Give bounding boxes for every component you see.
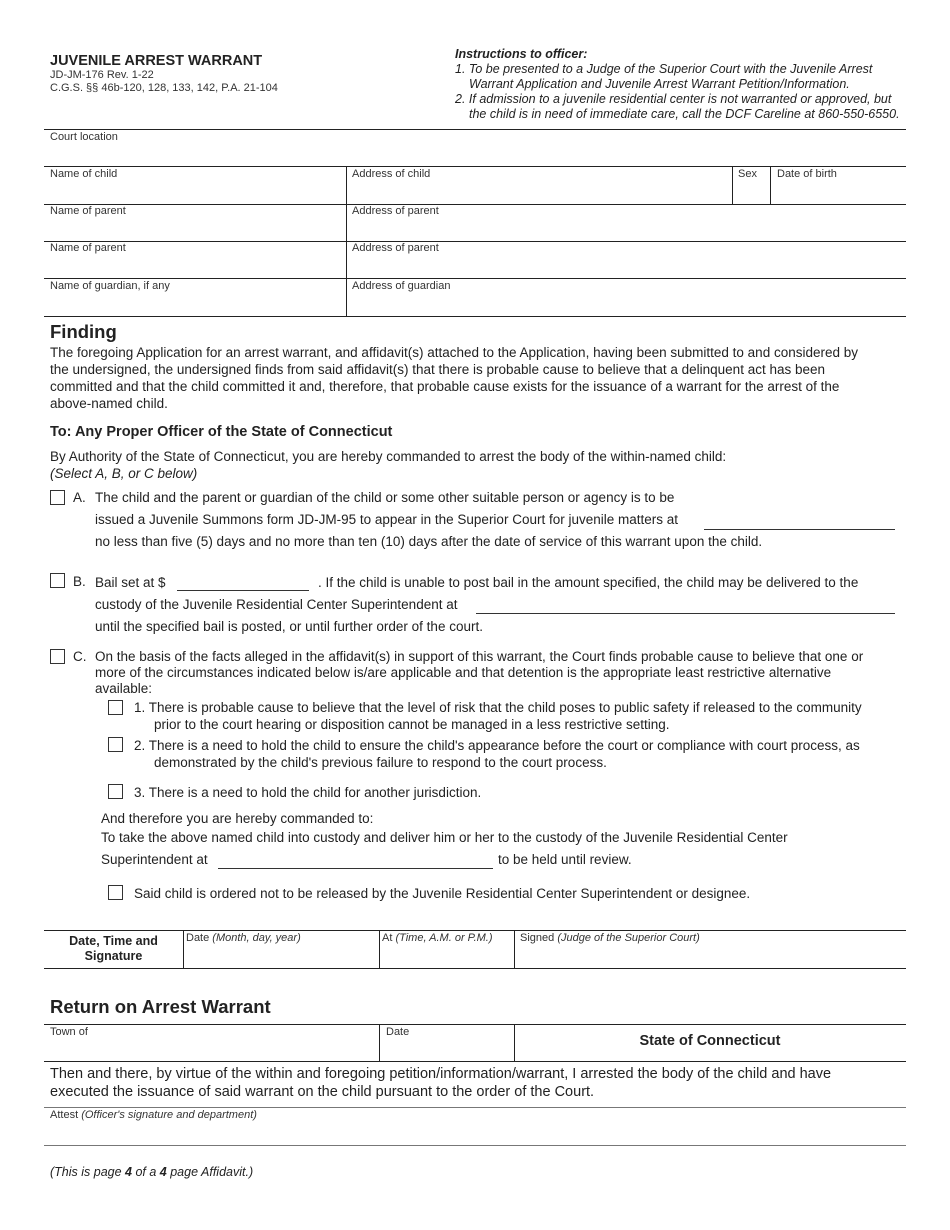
therefore-line: And therefore you are hereby commanded to: — [101, 811, 374, 826]
circumstance-2-line1: 2. There is a need to hold the child to ensure the child's appearance before the court or compliance with court process, as — [134, 738, 860, 753]
circumstance-3: 3. There is a need to hold the child for another jurisdiction. — [134, 785, 482, 800]
circumstance-1-line2: prior to the court hearing or disposition cannot be managed in a less restrictive setting. — [154, 717, 670, 732]
rule-attest-bottom — [44, 1145, 906, 1146]
address-of-child-label: Address of child — [352, 168, 431, 180]
command-line1: By Authority of the State of Connecticut, you are hereby commanded to arrest the body of the within-named child: — [50, 449, 727, 464]
signature-row-label-line1: Date, Time and — [69, 934, 158, 948]
bail-prefix: Bail set at $ — [95, 575, 166, 590]
return-date-field[interactable] — [380, 1037, 514, 1061]
command-heading: To: Any Proper Officer of the State of Connecticut — [50, 424, 393, 440]
option-a-letter: A. — [73, 490, 86, 505]
option-c-checkbox[interactable] — [50, 649, 65, 664]
signed-hint: (Judge of the Superior Court) — [557, 932, 700, 944]
rule-parent2 — [44, 241, 906, 242]
signature-date-label — [186, 932, 301, 944]
sex-field[interactable] — [732, 180, 770, 204]
option-b-line3: until the specified bail is posted, or until further order of the court. — [95, 619, 483, 634]
form-title: JUVENILE ARREST WARRANT — [50, 53, 263, 69]
circumstance-1-checkbox[interactable] — [108, 700, 123, 715]
name-of-parent-1-label: Name of parent — [50, 205, 126, 217]
option-c-line2: more of the circumstances indicated below is/are applicable and that detention is the appropriate least restrictive alternative — [95, 665, 832, 680]
signed-label-text: Signed — [520, 932, 558, 944]
rule-signature-bottom — [44, 968, 906, 969]
rule-signature-top — [44, 930, 906, 931]
instruction-1-line2: Warrant Application and Juvenile Arrest Warrant Petition/Information. — [469, 77, 850, 91]
state-of-connecticut: State of Connecticut — [639, 1033, 781, 1049]
court-location-label: Court location — [50, 131, 118, 143]
address-of-parent-1-label: Address of parent — [352, 205, 439, 217]
signature-time-field[interactable] — [380, 944, 514, 968]
name-of-child-label: Name of child — [50, 168, 118, 180]
finding-line2: the undersigned, the undersigned finds from said affidavit(s) that there is probable cause to believe that a delinquent act has been — [50, 362, 826, 377]
option-c-line1: On the basis of the facts alleged in the affidavit(s) in support of this warrant, the Court finds probable cause to believe that one or — [95, 649, 864, 664]
name-of-child-field[interactable] — [44, 180, 346, 204]
not-released-line: Said child is ordered not to be released by the Juvenile Residential Center Superintendent or designee. — [134, 886, 751, 901]
finding-line1: The foregoing Application for an arrest warrant, and affidavit(s) attached to the Application, having been submitted to and considered by — [50, 345, 859, 360]
option-b-line2: custody of the Juvenile Residential Center Superintendent at — [95, 597, 458, 612]
page-footer — [50, 1165, 253, 1179]
bail-superintendent-location-field[interactable] — [476, 613, 895, 614]
rule-parent1 — [44, 204, 906, 205]
footer-total: 4 — [159, 1165, 167, 1179]
not-released-checkbox[interactable] — [108, 885, 123, 900]
signed-label — [520, 932, 700, 944]
court-location-field[interactable] — [44, 141, 906, 166]
option-c-letter: C. — [73, 649, 87, 664]
signature-time-hint: (Time, A.M. or P.M.) — [395, 932, 493, 944]
instructions-heading: Instructions to officer: — [455, 47, 588, 61]
finding-line3: committed and that the child committed it and, therefore, that probable cause exists for the issuance of a warrant for the arrest of the — [50, 379, 840, 394]
footer-prefix: (This is page — [50, 1165, 126, 1179]
signature-date-hint: (Month, day, year) — [212, 932, 301, 944]
superintendent-prefix: Superintendent at — [101, 852, 208, 867]
option-a-checkbox[interactable] — [50, 490, 65, 505]
option-a-line1: The child and the parent or guardian of the child or some other suitable person or agency is to be — [95, 490, 675, 505]
summons-court-location-field[interactable] — [704, 529, 895, 530]
name-of-guardian-label: Name of guardian, if any — [50, 280, 170, 292]
select-note: (Select A, B, or C below) — [50, 466, 198, 481]
signature-row-label-line2: Signature — [84, 949, 143, 963]
finding-heading: Finding — [50, 321, 117, 342]
attest-label-text: Attest — [50, 1109, 82, 1121]
form-number: JD-JM-176 Rev. 1-22 — [50, 69, 154, 81]
return-date-label: Date — [386, 1026, 410, 1038]
detention-superintendent-location-field[interactable] — [218, 868, 493, 869]
attest-hint: (Officer's signature and department) — [81, 1109, 257, 1121]
footer-middle: of a — [131, 1165, 160, 1179]
name-of-parent-1-field[interactable] — [44, 217, 346, 241]
date-of-birth-label: Date of birth — [777, 168, 837, 180]
footer-suffix: page Affidavit.) — [166, 1165, 254, 1179]
town-of-label: Town of — [50, 1026, 88, 1038]
signature-row-label — [44, 934, 183, 964]
instruction-1-line1: 1. To be presented to a Judge of the Superior Court with the Juvenile Arrest — [455, 62, 873, 76]
option-b-line1-suffix: . If the child is unable to post bail in the amount specified, the child may be delivered to the — [318, 575, 859, 590]
finding-line4: above-named child. — [50, 396, 168, 411]
address-of-child-field[interactable] — [346, 180, 732, 204]
circumstance-2-line2: demonstrated by the child's previous failure to respond to the court process. — [154, 755, 607, 770]
footer-page: 4 — [125, 1165, 132, 1179]
rule-attest-top — [44, 1107, 906, 1108]
signature-time-label — [382, 932, 493, 944]
rule-top — [44, 129, 906, 130]
address-of-parent-1-field[interactable] — [346, 217, 906, 241]
name-of-guardian-field[interactable] — [44, 292, 346, 316]
rule-grid-bottom — [44, 316, 906, 317]
instruction-2-line1: 2. If admission to a juvenile residential center is not warranted or approved, but — [455, 92, 892, 106]
statutes: C.G.S. §§ 46b-120, 128, 133, 142, P.A. 21-104 — [50, 82, 278, 94]
circumstance-2-checkbox[interactable] — [108, 737, 123, 752]
sex-label: Sex — [738, 168, 757, 180]
date-of-birth-field[interactable] — [770, 180, 906, 204]
return-heading: Return on Arrest Warrant — [50, 996, 271, 1017]
signature-date-label-text: Date — [186, 932, 213, 944]
name-of-parent-2-label: Name of parent — [50, 242, 126, 254]
circumstance-1-line1: 1. There is probable cause to believe that the level of risk that the child poses to public safety if released to the community — [134, 700, 862, 715]
address-of-parent-2-label: Address of parent — [352, 242, 439, 254]
bail-amount-field[interactable] — [177, 590, 309, 591]
return-line1: Then and there, by virtue of the within and foregoing petition/information/warrant, I arrested the body of the child and have — [50, 1066, 832, 1082]
option-a-line2: issued a Juvenile Summons form JD-JM-95 to appear in the Superior Court for juvenile matters at — [95, 512, 679, 527]
name-of-parent-2-field[interactable] — [44, 254, 346, 278]
circumstance-3-checkbox[interactable] — [108, 784, 123, 799]
held-suffix: to be held until review. — [498, 852, 632, 867]
town-of-field[interactable] — [44, 1037, 379, 1061]
signature-time-label-text: At — [382, 932, 396, 944]
return-line2: executed the issuance of said warrant on the child pursuant to the order of the Court. — [50, 1084, 595, 1100]
instruction-2-line2: the child is in need of immediate care, call the DCF Careline at 860-550-6550. — [469, 107, 900, 121]
address-of-parent-2-field[interactable] — [346, 254, 906, 278]
take-custody-line: To take the above named child into custody and deliver him or her to the custody of the Juvenile Residential Center — [101, 830, 788, 845]
option-b-letter: B. — [73, 574, 86, 589]
option-c-line3: available: — [95, 681, 153, 696]
option-a-line3: no less than five (5) days and no more than ten (10) days after the date of service of this warrant upon the child. — [95, 534, 763, 549]
judge-signature-field[interactable] — [515, 944, 906, 968]
rule-child — [44, 166, 906, 167]
option-b-checkbox[interactable] — [50, 573, 65, 588]
address-of-guardian-label: Address of guardian — [352, 280, 451, 292]
rule-return-top — [44, 1024, 906, 1025]
signature-date-field[interactable] — [184, 944, 379, 968]
address-of-guardian-field[interactable] — [346, 292, 906, 316]
rule-guardian — [44, 278, 906, 279]
attest-label — [50, 1109, 257, 1121]
officer-signature-field[interactable] — [44, 1121, 906, 1145]
rule-return-mid — [44, 1061, 906, 1062]
